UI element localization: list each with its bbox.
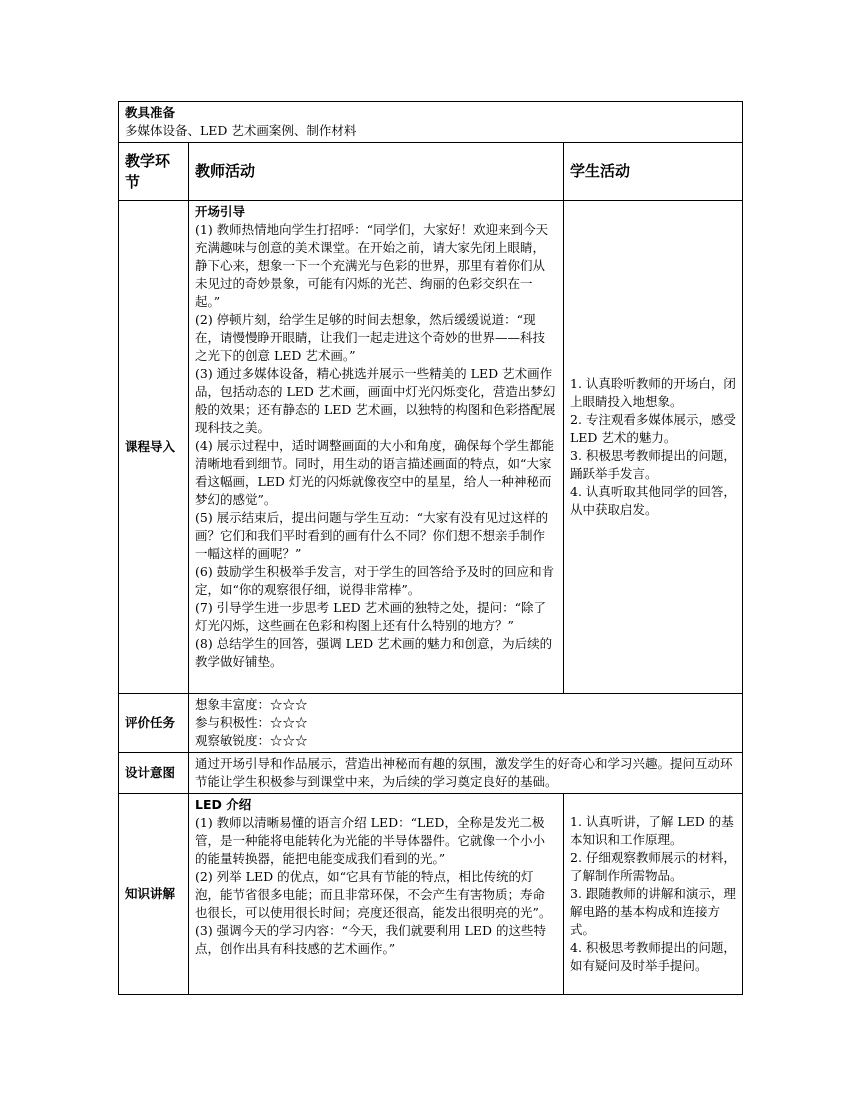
knowledge-student-item: 1. 认真听讲，了解 LED 的基本知识和工作原理。 bbox=[570, 814, 734, 847]
intro-teacher-item: (4) 展示过程中，适时调整画面的大小和角度，确保每个学生都能清晰地看到细节。同时，用生动的语言描述画面的特点，如“大家看这幅画，LED 灯光的闪烁就像夜空中的星星，给人一种神秘而梦幻的感觉”。 bbox=[195, 438, 555, 507]
prep-content: 多媒体设备、LED 艺术画案例、制作材料 bbox=[125, 123, 357, 138]
intro-teacher-item: (6) 鼓励学生积极举手发言，对于学生的回答给予及时的回应和肯定，如“你的观察很仔细，说得非常棒”。 bbox=[195, 564, 555, 597]
intro-student-item: 3. 积极思考教师提出的问题，踊跃举手发言。 bbox=[570, 448, 736, 481]
prep-title: 教具准备 bbox=[125, 105, 176, 120]
header-stage: 教学环节 bbox=[119, 143, 189, 201]
intro-student-cell bbox=[564, 201, 743, 694]
eval-cell bbox=[189, 694, 743, 753]
prep-row bbox=[119, 102, 743, 143]
intro-teacher-item: (7) 引导学生进一步思考 LED 艺术画的独特之处，提问：“除了灯光闪烁，这些画在色彩和构图上还有什么特别的地方？” bbox=[195, 600, 546, 633]
intro-subtitle: 开场引导 bbox=[195, 204, 246, 219]
intro-student-item: 4. 认真听取其他同学的回答，从中获取启发。 bbox=[570, 484, 736, 517]
eval-row bbox=[119, 694, 743, 753]
header-student: 学生活动 bbox=[564, 143, 743, 201]
intro-stage: 课程导入 bbox=[119, 201, 189, 694]
intro-teacher-cell bbox=[189, 201, 564, 694]
intro-teacher-item: (2) 停顿片刻，给学生足够的时间去想象，然后缓缓说道：“现在，请慢慢睁开眼睛，让我们一起走进这个奇妙的世界——科技之光下的创意 LED 艺术画。” bbox=[195, 312, 546, 363]
eval-item: 参与积极性：☆☆☆ bbox=[195, 715, 308, 730]
knowledge-student-item: 4. 积极思考教师提出的问题，如有疑问及时举手提问。 bbox=[570, 940, 736, 973]
prep-cell bbox=[119, 102, 743, 143]
design-stage: 设计意图 bbox=[119, 753, 189, 794]
intro-teacher-item: (3) 通过多媒体设备，精心挑选并展示一些精美的 LED 艺术画作品，包括动态的 LED 艺术画，画面中灯光闪烁变化，营造出梦幻般的效果；还有静态的 LED 艺术画，以独特的构图和色彩搭配展现科技之美。 bbox=[195, 366, 556, 435]
header-row bbox=[119, 143, 743, 201]
knowledge-student-cell bbox=[564, 794, 743, 995]
lesson-plan-table bbox=[118, 101, 743, 995]
knowledge-subtitle: LED 介绍 bbox=[195, 797, 252, 812]
knowledge-student-item: 2. 仔细观察教师展示的材料，了解制作所需物品。 bbox=[570, 850, 736, 883]
knowledge-teacher-item: (2) 列举 LED 的优点，如“它具有节能的特点，相比传统的灯泡，能节省很多电能；而且非常环保，不会产生有害物质；寿命也很长，可以使用很长时间；亮度还很高，能发出很明亮的光”。 bbox=[195, 869, 552, 920]
design-row bbox=[119, 753, 743, 794]
intro-row bbox=[119, 201, 743, 694]
intro-student-item: 1. 认真聆听教师的开场白，闭上眼睛投入地想象。 bbox=[570, 376, 736, 409]
knowledge-teacher-item: (3) 强调今天的学习内容：“今天，我们就要利用 LED 的这些特点，创作出具有科技感的艺术画作。” bbox=[195, 923, 546, 956]
lesson-plan-page bbox=[118, 101, 742, 995]
design-cell: 通过开场引导和作品展示，营造出神秘而有趣的氛围，激发学生的好奇心和学习兴趣。提问互动环节能让学生积极参与到课堂中来，为后续的学习奠定良好的基础。 bbox=[189, 753, 743, 794]
intro-teacher-item: (5) 展示结束后，提出问题与学生互动：“大家有没有见过这样的画？它们和我们平时看到的画有什么不同？你们想不想亲手制作一幅这样的画呢？” bbox=[195, 510, 549, 561]
intro-student-item: 2. 专注观看多媒体展示，感受 LED 艺术的魅力。 bbox=[570, 412, 736, 445]
header-teacher: 教师活动 bbox=[189, 143, 564, 201]
knowledge-teacher-item: (1) 教师以清晰易懂的语言介绍 LED：“LED，全称是发光二极管，是一种能将电能转化为光能的半导体器件。它就像一个小小的能量转换器，能把电能变成我们看到的光。” bbox=[195, 815, 546, 866]
eval-stage: 评价任务 bbox=[119, 694, 189, 753]
knowledge-row bbox=[119, 794, 743, 995]
knowledge-teacher-cell bbox=[189, 794, 564, 995]
intro-teacher-item: (1) 教师热情地向学生打招呼：“同学们，大家好！欢迎来到今天充满趣味与创意的美术课堂。在开始之前，请大家先闭上眼睛，静下心来，想象一下一个充满光与色彩的世界，那里有着你们从未见过的奇妙景象，可能有闪烁的光芒、绚丽的色彩交织在一起。” bbox=[195, 222, 549, 309]
knowledge-stage: 知识讲解 bbox=[119, 794, 189, 995]
eval-item: 想象丰富度：☆☆☆ bbox=[195, 697, 308, 712]
knowledge-student-item: 3. 跟随教师的讲解和演示，理解电路的基本构成和连接方式。 bbox=[570, 886, 736, 937]
intro-teacher-item: (8) 总结学生的回答，强调 LED 艺术画的魅力和创意，为后续的教学做好铺垫。 bbox=[195, 636, 553, 669]
eval-item: 观察敏锐度：☆☆☆ bbox=[195, 733, 308, 748]
